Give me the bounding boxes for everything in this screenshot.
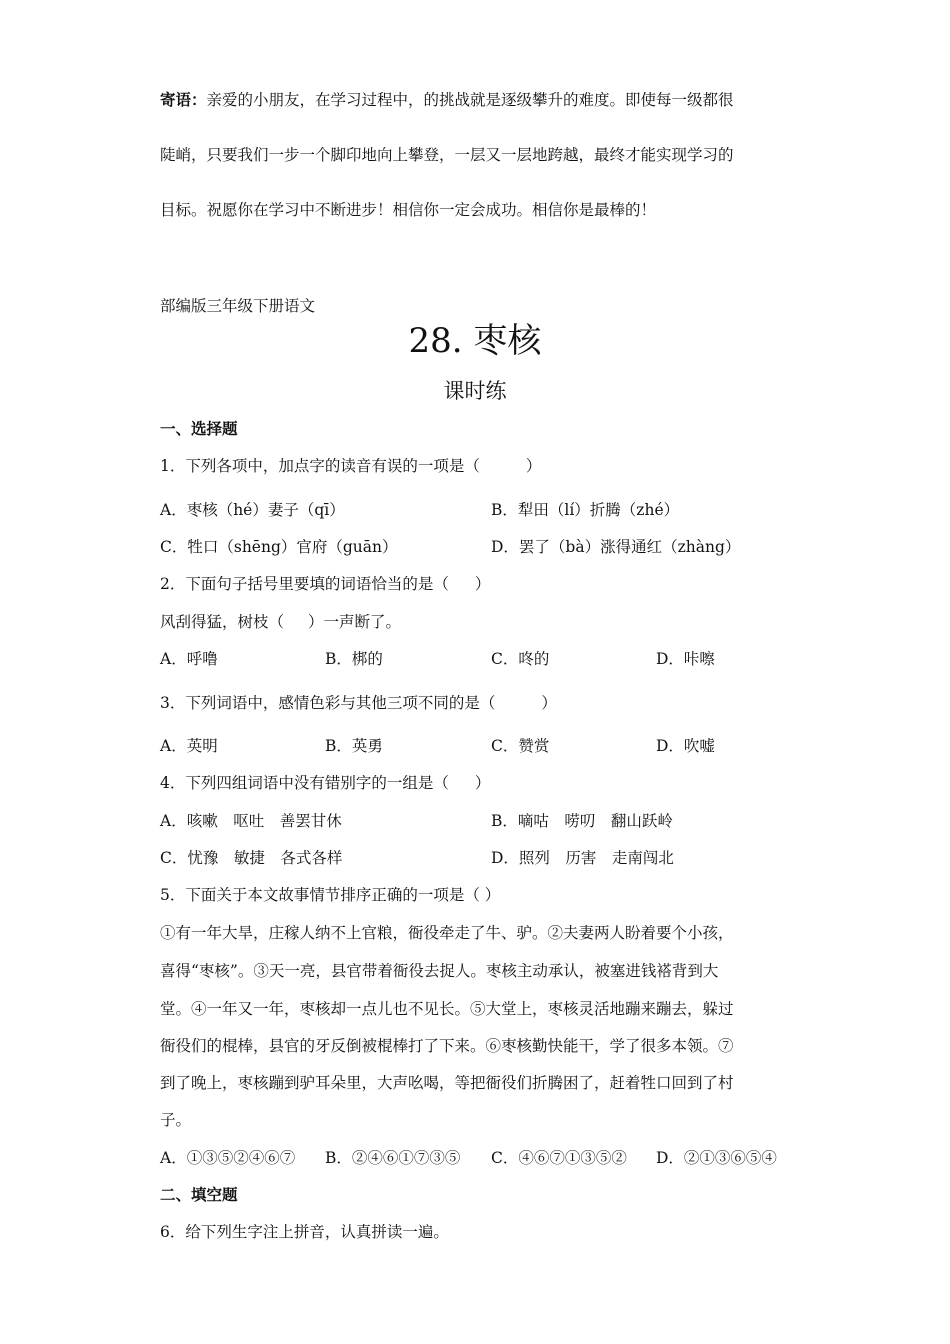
question-5-passage-line: 到了晚上，枣核蹦到驴耳朵里，大声吆喝，等把衙役们折腾困了，赶着牲口回到了村 xyxy=(160,1074,734,1092)
question-3-option-b: B．英勇 xyxy=(325,737,383,755)
question-4-option-b: B．嘀咕 唠叨 翻山跃岭 xyxy=(491,812,673,830)
question-3-option-a: A．英明 xyxy=(160,737,218,755)
question-1-stem: 1．下列各项中，加点字的读音有误的一项是（ xyxy=(160,457,480,475)
question-1 xyxy=(160,456,541,476)
question-4-close: ） xyxy=(474,774,491,792)
question-5-option-a: A．①③⑤②④⑥⑦ xyxy=(160,1149,296,1167)
question-1-option-c: C．牲口（shēng）官府（guān） xyxy=(160,538,398,556)
question-2-sentence xyxy=(160,612,401,632)
question-1-option-b: B．犁田（lí）折腾（zhé） xyxy=(491,501,680,519)
question-3-stem: 3．下列词语中，感情色彩与其他三项不同的是（ xyxy=(160,694,496,712)
question-5-option-d: D．②①③⑥⑤④ xyxy=(656,1149,777,1167)
question-4-option-a: A．咳嗽 呕吐 善罢甘休 xyxy=(160,812,342,830)
question-1-option-a: A．枣核（hé）妻子（qī） xyxy=(160,501,345,519)
question-5-stem: 5．下面关于本文故事情节排序正确的一项是（ ） xyxy=(160,886,501,904)
question-2-close: ） xyxy=(474,575,491,593)
message-label: 寄语： xyxy=(160,90,207,109)
section-heading-choice: 一、选择题 xyxy=(160,419,238,438)
question-6-stem: 6．给下列生字注上拼音，认真拼读一遍。 xyxy=(160,1223,449,1241)
question-2-stem: 2．下面句子括号里要填的词语恰当的是（ xyxy=(160,575,449,593)
question-5-option-c: C．④⑥⑦①③⑤② xyxy=(491,1149,627,1167)
question-4-option-d: D．照列 历害 走南闯北 xyxy=(491,849,674,867)
question-4-option-c: C．忧豫 敏捷 各式各样 xyxy=(160,849,343,867)
question-5-passage-line: 喜得“枣核”。③天一亮，县官带着衙役去捉人。枣核主动承认，被塞进钱褡背到大 xyxy=(160,962,719,980)
question-2-option-a: A．呼噜 xyxy=(160,650,218,668)
question-2-option-b: B．梆的 xyxy=(325,650,383,668)
question-1-option-d: D．罢了（bà）涨得通红（zhàng） xyxy=(491,538,741,556)
question-5-passage-line: 衙役们的棍棒，县官的牙反倒被棍棒打了下来。⑥枣核勤快能干，学了很多本领。⑦ xyxy=(160,1037,734,1055)
question-4 xyxy=(160,773,490,793)
series-label: 部编版三年级下册语文 xyxy=(160,297,316,315)
question-3-close: ） xyxy=(541,694,557,712)
message-line-1 xyxy=(160,90,734,110)
question-2-sentence-b: ）一声断了。 xyxy=(308,613,402,631)
page-title: 28. 枣核 xyxy=(408,321,542,361)
question-3 xyxy=(160,693,557,713)
message-line-3: 目标。祝愿你在学习中不断进步！相信你一定会成功。相信你是最棒的！ xyxy=(160,201,657,219)
question-5-passage-line: ①有一年大旱，庄稼人纳不上官粮，衙役牵走了牛、驴。②夫妻两人盼着要个小孩， xyxy=(160,924,734,942)
section-heading-fill: 二、填空题 xyxy=(160,1185,238,1204)
message-text-1: 亲爱的小朋友，在学习过程中，的挑战就是逐级攀升的难度。即使每一级都很 xyxy=(206,91,734,109)
question-2-sentence-a: 风刮得猛，树枝（ xyxy=(160,613,285,631)
question-3-option-d: D．吹嘘 xyxy=(656,737,715,755)
question-4-stem: 4．下列四组词语中没有错别字的一组是（ xyxy=(160,774,449,792)
question-5-passage-line: 子。 xyxy=(160,1111,192,1129)
question-1-close: ） xyxy=(525,457,542,475)
question-5-passage-line: 堂。④一年又一年，枣核却一点儿也不见长。⑤大堂上，枣核灵活地蹦来蹦去，躲过 xyxy=(160,1000,734,1018)
question-2 xyxy=(160,574,490,594)
question-2-option-d: D．咔嚓 xyxy=(656,650,715,668)
question-2-option-c: C．咚的 xyxy=(491,650,550,668)
page-subtitle: 课时练 xyxy=(443,379,507,403)
question-3-option-c: C．赞赏 xyxy=(491,737,550,755)
question-5-option-b: B．②④⑥①⑦③⑤ xyxy=(325,1149,461,1167)
message-line-2: 陡峭，只要我们一步一个脚印地向上攀登，一层又一层地跨越，最终才能实现学习的 xyxy=(160,146,734,164)
